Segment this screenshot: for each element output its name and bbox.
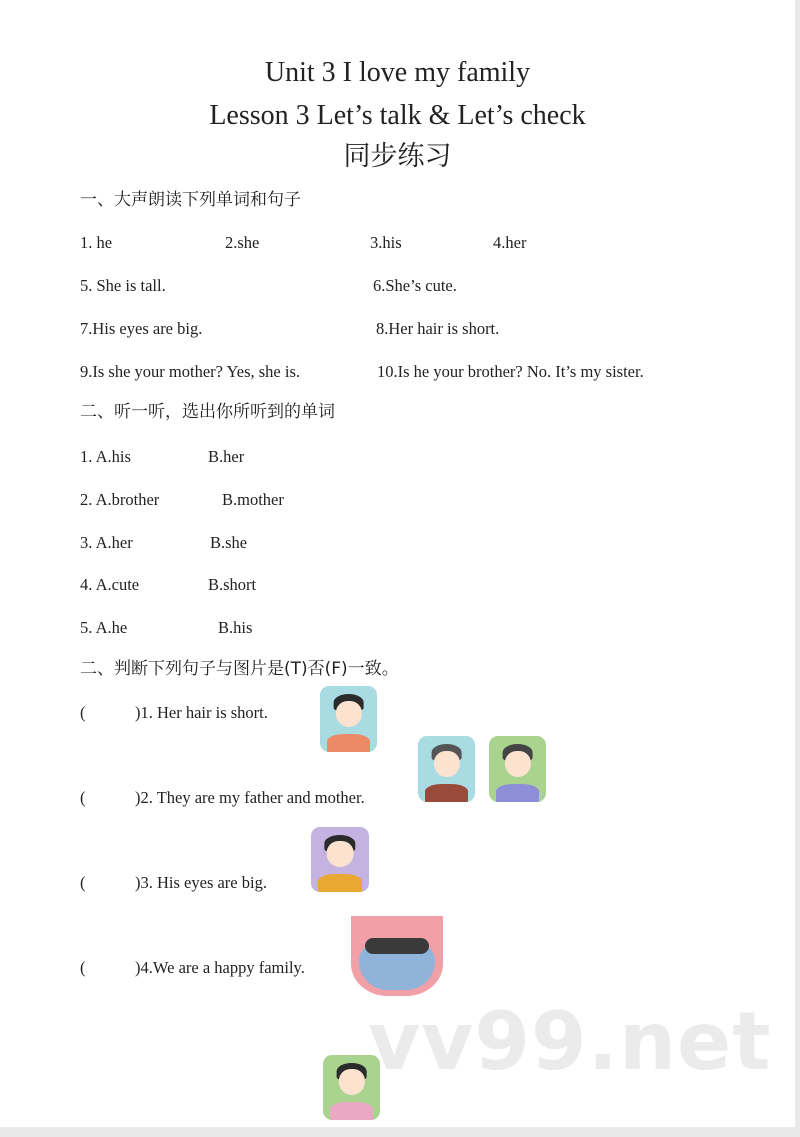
sentence-item: 7.His eyes are big. bbox=[80, 319, 203, 338]
sentence-item: 10.Is he your brother? No. It’s my sister. bbox=[377, 362, 644, 381]
option-b: B.mother bbox=[222, 490, 284, 509]
sentence-item: 6.She’s cute. bbox=[373, 276, 457, 295]
word-item: 4.her bbox=[493, 233, 527, 252]
option-b: B.she bbox=[210, 533, 248, 552]
word-item: 2.she bbox=[225, 233, 260, 252]
worksheet-subtitle: 同步练习 bbox=[343, 141, 452, 172]
option-a: 3. A.her bbox=[80, 533, 133, 552]
section1-heading: 一、大声朗读下列单词和句子 bbox=[80, 190, 301, 210]
word-item: 1. he bbox=[80, 233, 113, 252]
answer-bracket: ( bbox=[80, 873, 86, 892]
answer-bracket: ( bbox=[80, 703, 86, 722]
judge-item: )1. Her hair is short. bbox=[135, 703, 268, 722]
option-a: 2. A.brother bbox=[80, 490, 160, 509]
answer-bracket: ( bbox=[80, 958, 86, 977]
judge-item: )2. They are my father and mother. bbox=[135, 788, 365, 807]
lesson-title: Lesson 3 Let’s talk & Let’s check bbox=[209, 100, 586, 131]
answer-bracket: ( bbox=[80, 788, 86, 807]
option-b: B.her bbox=[208, 447, 245, 466]
boy-illustration bbox=[311, 827, 369, 892]
sentence-item: 8.Her hair is short. bbox=[376, 319, 500, 338]
option-b: B.short bbox=[208, 575, 257, 594]
sentence-item: 5. She is tall. bbox=[80, 276, 166, 295]
unit-title: Unit 3 I love my family bbox=[264, 57, 531, 88]
father-illustration bbox=[418, 736, 475, 802]
mother-illustration bbox=[489, 736, 546, 802]
section3-heading: 二、判断下列句子与图片是(T)否(F)一致。 bbox=[80, 659, 399, 679]
sentence-item: 9.Is she your mother? Yes, she is. bbox=[80, 362, 300, 381]
family-illustration bbox=[351, 916, 443, 996]
option-a: 4. A.cute bbox=[80, 575, 140, 594]
option-a: 1. A.his bbox=[80, 447, 131, 466]
watermark: vv99.net bbox=[368, 995, 772, 1088]
girl-short-hair-illustration bbox=[320, 686, 377, 752]
word-item: 3.his bbox=[370, 233, 402, 252]
judge-item: )4.We are a happy family. bbox=[135, 958, 305, 977]
section2-heading: 二、听一听，选出你所听到的单词 bbox=[80, 402, 335, 422]
option-a: 5. A.he bbox=[80, 618, 128, 637]
option-b: B.his bbox=[218, 618, 253, 637]
judge-item: )3. His eyes are big. bbox=[135, 873, 267, 892]
